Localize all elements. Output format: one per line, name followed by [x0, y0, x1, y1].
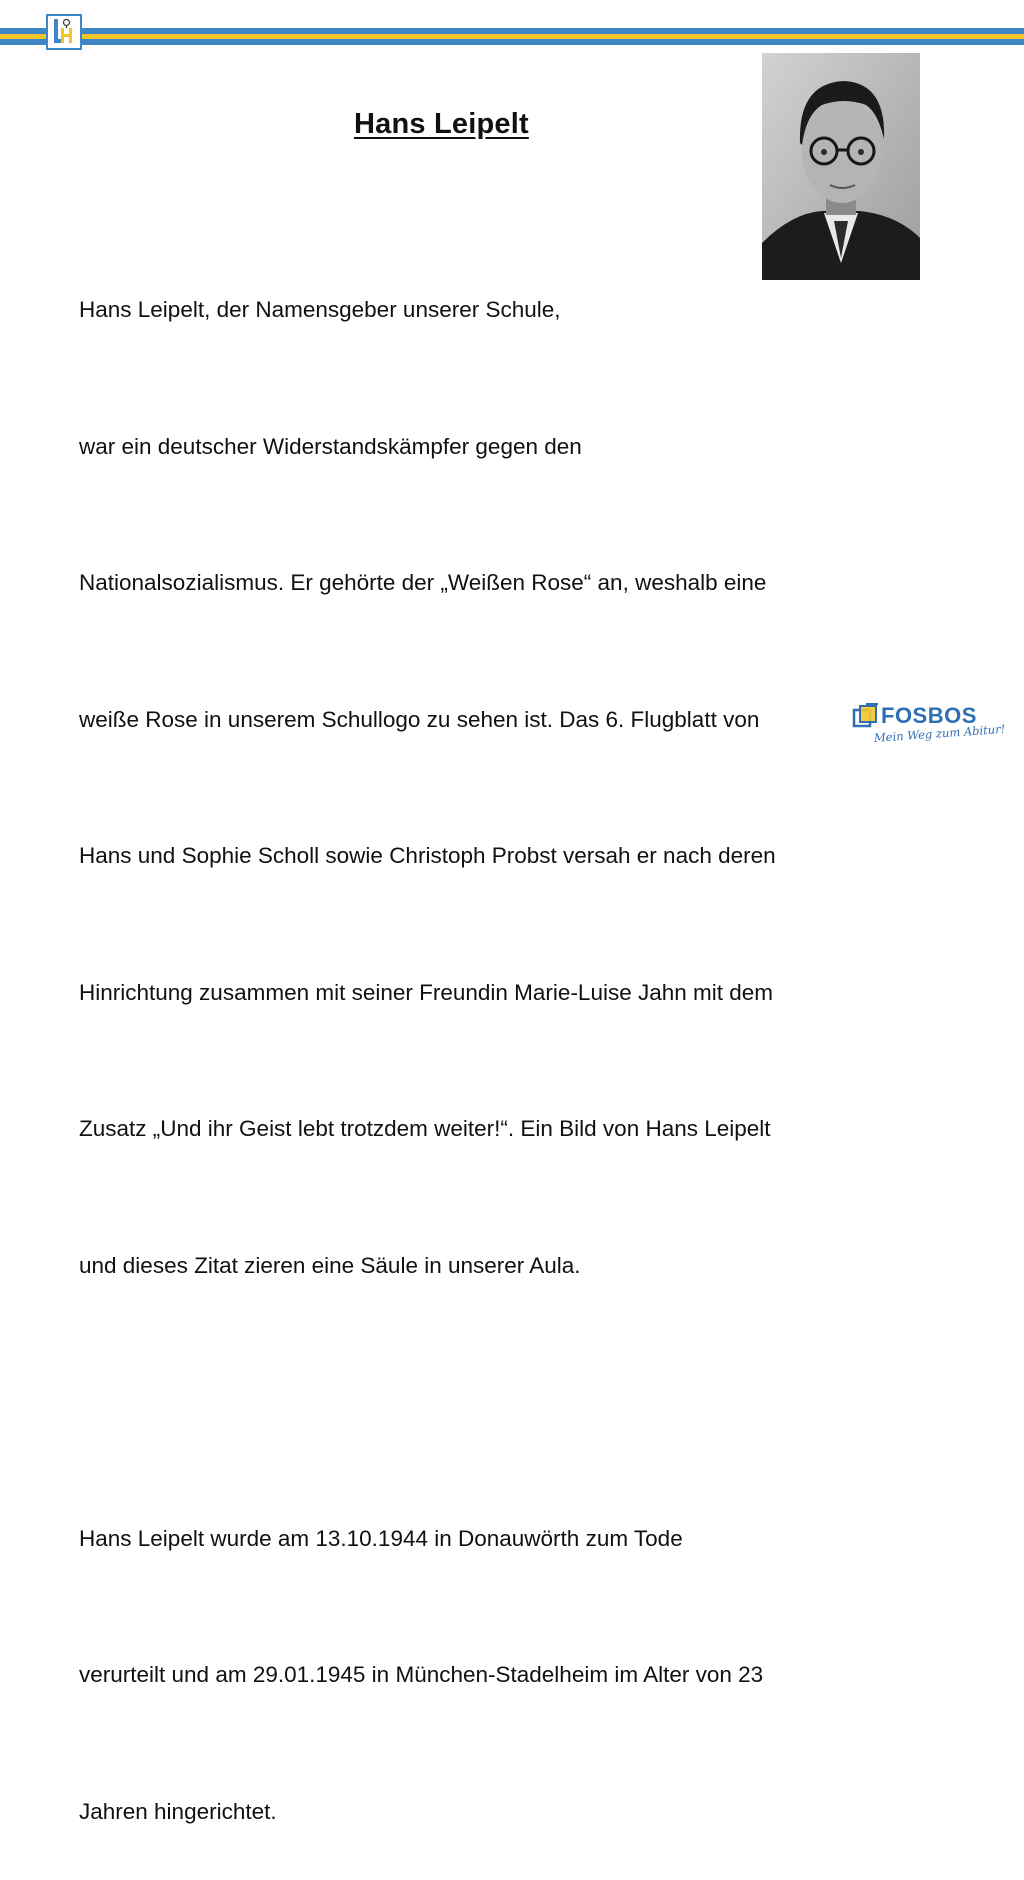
- fosbos-mark-icon: [852, 702, 880, 732]
- text-line: Hans und Sophie Scholl sowie Christoph Probst versah er nach deren: [79, 843, 776, 868]
- text-line: Jahren hingerichtet.: [79, 1798, 277, 1824]
- fosbos-tagline: Mein Weg zum Abitur!: [873, 721, 1006, 745]
- text-line: und dieses Zitat zieren eine Säule in unserer Aula.: [79, 1252, 581, 1278]
- text-line: verurteilt und am 29.01.1945 in München-Stadelheim im Alter von 23: [79, 1662, 764, 1687]
- text-line: Hans Leipelt wurde am 13.10.1944 in Donauwörth zum Tode: [79, 1525, 683, 1551]
- blank-line: [79, 1379, 979, 1425]
- text-line: Hans Leipelt, der Namensgeber unserer Schule,: [79, 297, 561, 322]
- page-title: Hans Leipelt: [354, 108, 529, 140]
- biography-text: [79, 196, 979, 1880]
- text-line: war ein deutscher Widerstandskämpfer gegen den: [79, 433, 582, 459]
- header-stripe-blue-bottom: [0, 39, 1024, 45]
- text-line: weiße Rose in unserem Schullogo zu sehen ist. Das 6. Flugblatt von: [79, 706, 760, 732]
- text-line: Zusatz „Und ihr Geist lebt trotzdem weiter!“. Ein Bild von Hans Leipelt: [79, 1116, 771, 1141]
- text-line: Nationalsozialismus. Er gehörte der „Weißen Rose“ an, weshalb eine: [79, 570, 767, 595]
- school-logo-lh-icon: [46, 14, 82, 50]
- text-line: Hinrichtung zusammen mit seiner Freundin Marie-Luise Jahn mit dem: [79, 979, 774, 1005]
- fosbos-wordmark: FOSBOS: [881, 703, 977, 728]
- fosbos-logo: [852, 700, 1006, 756]
